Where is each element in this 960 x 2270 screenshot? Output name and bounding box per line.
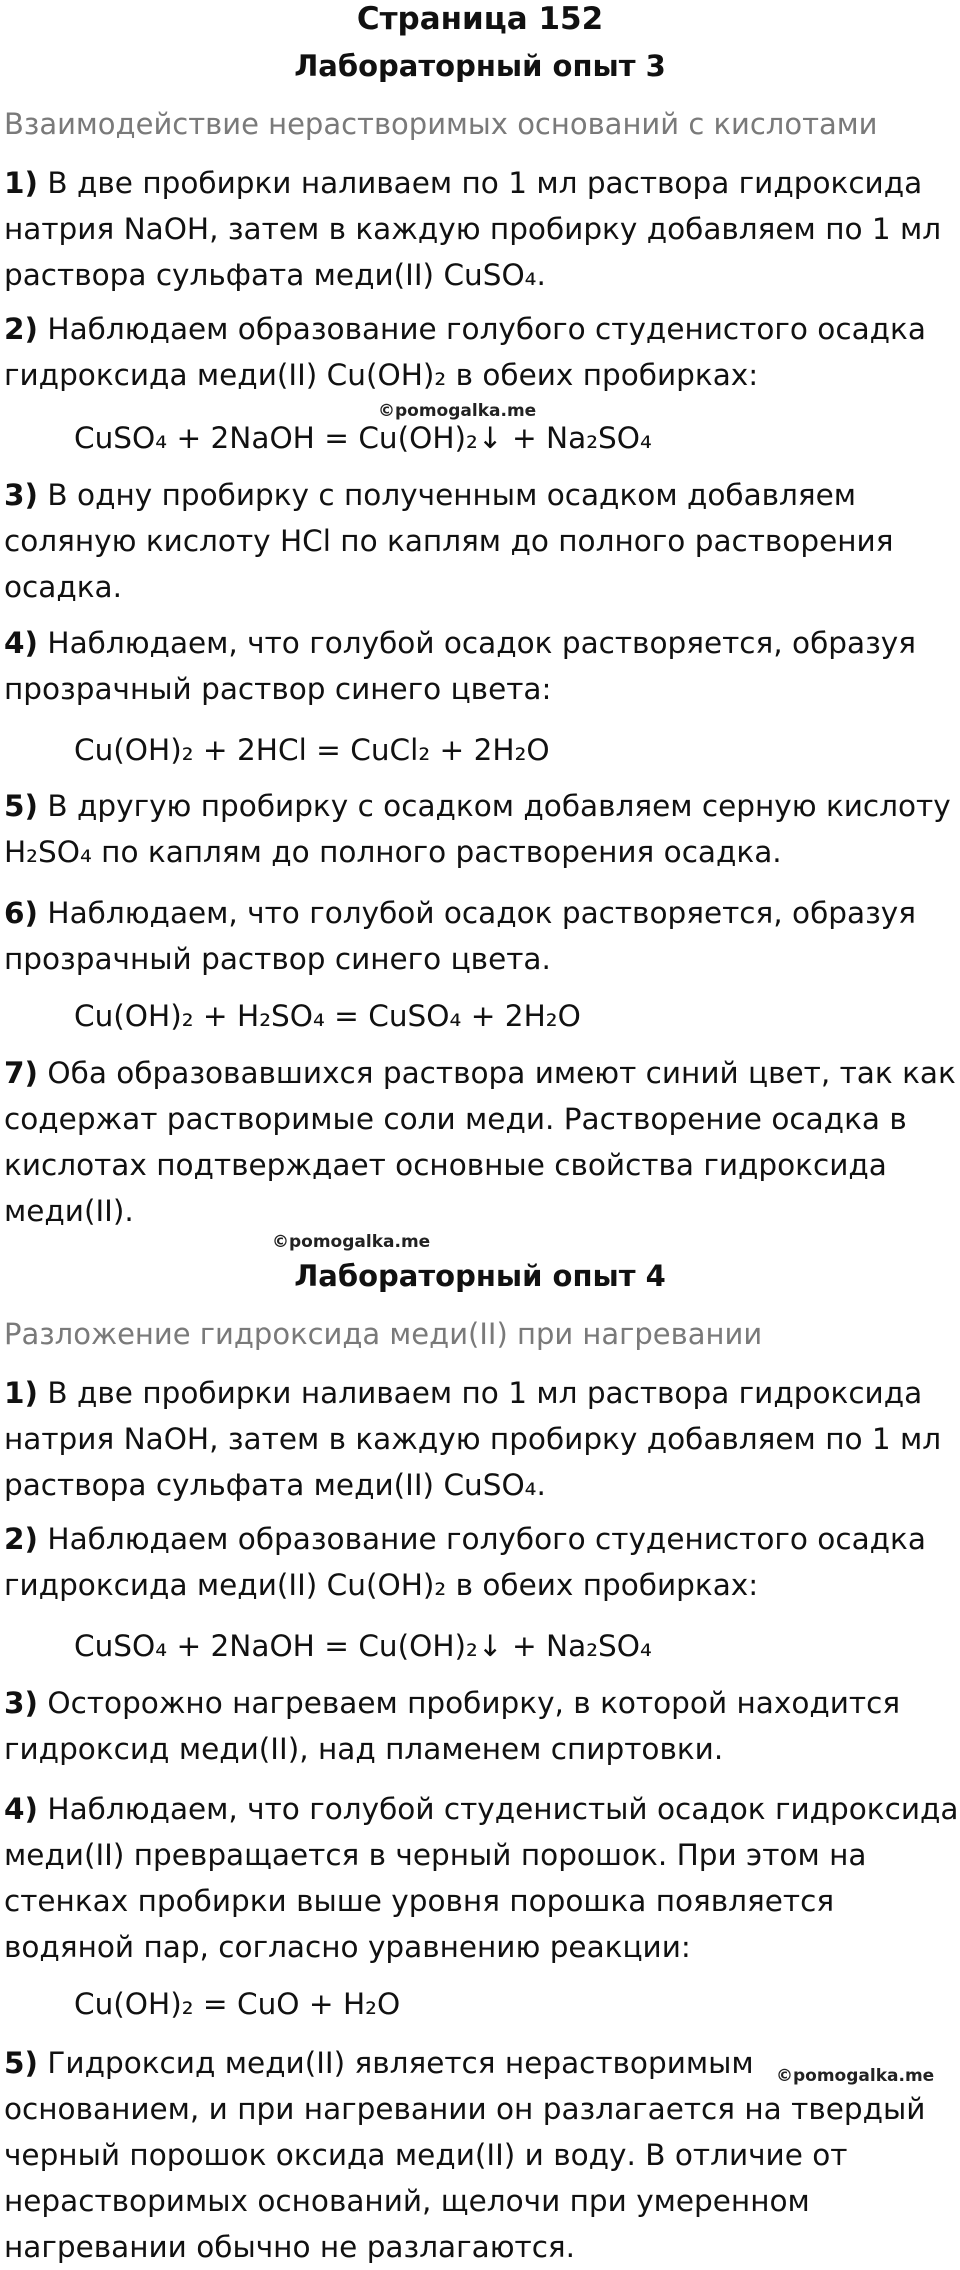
step-line: Осторожно нагреваем пробирку, в которой находится xyxy=(47,1686,901,1720)
step-line: Наблюдаем, что голубой студенистый осадок гидроксида xyxy=(47,1792,959,1826)
step-line: раствора сульфата меди(II) CuSO₄. xyxy=(4,1468,546,1502)
lab3-step-3 xyxy=(4,472,954,610)
step-line: гидроксид меди(II), над пламенем спиртовки. xyxy=(4,1732,724,1766)
step-line: В две пробирки наливаем по 1 мл раствора гидроксида xyxy=(47,1376,923,1410)
step-line: Наблюдаем, что голубой осадок растворяется, образуя xyxy=(47,626,916,660)
step-number: 7) xyxy=(4,1056,39,1090)
step-line: Наблюдаем образование голубого студенистого осадка xyxy=(47,1522,926,1556)
step-line: меди(II) превращается в черный порошок. При этом на xyxy=(4,1838,867,1872)
step-line: черный порошок оксида меди(II) и воду. В отличие от xyxy=(4,2138,848,2172)
step-line: содержат растворимые соли меди. Растворение осадка в xyxy=(4,1102,907,1136)
page-title: Страница 152 xyxy=(356,1,604,37)
step-line: Оба образовавшихся раствора имеют синий цвет, так как xyxy=(47,1056,956,1090)
step-number: 5) xyxy=(4,789,39,823)
lab3-equation-1: CuSO₄ + 2NaOH = Cu(OH)₂↓ + Na₂SO₄ xyxy=(74,421,652,455)
step-line: гидроксида меди(II) Cu(OH)₂ в обеих пробирках: xyxy=(4,1568,759,1602)
step-line: прозрачный раствор синего цвета. xyxy=(4,942,551,976)
step-number: 2) xyxy=(4,312,39,346)
step-line: меди(II). xyxy=(4,1194,134,1228)
step-line: Наблюдаем образование голубого студенистого осадка xyxy=(47,312,926,346)
step-line: Гидроксид меди(II) является нерастворимым xyxy=(47,2046,754,2080)
lab3-title: Лабораторный опыт 3 xyxy=(294,49,666,83)
lab4-equation-2: Cu(OH)₂ = CuO + H₂O xyxy=(74,1987,401,2021)
step-line: H₂SO₄ по каплям до полного растворения осадка. xyxy=(4,835,782,869)
step-line: В две пробирки наливаем по 1 мл раствора гидроксида xyxy=(47,166,923,200)
step-line: натрия NaOH, затем в каждую пробирку добавляем по 1 мл xyxy=(4,212,942,246)
lab3-step-6 xyxy=(4,890,954,982)
step-line: нагревании обычно не разлагаются. xyxy=(4,2230,576,2264)
step-number: 2) xyxy=(4,1522,39,1556)
step-number: 5) xyxy=(4,2046,39,2080)
lab3-step-7 xyxy=(4,1050,954,1234)
lab3-subtitle: Взаимодействие нерастворимых оснований с кислотами xyxy=(4,107,878,141)
lab4-step-3 xyxy=(4,1680,954,1772)
lab3-step-1 xyxy=(4,160,954,298)
lab3-equation-3: Cu(OH)₂ + H₂SO₄ = CuSO₄ + 2H₂O xyxy=(74,999,581,1033)
step-line: раствора сульфата меди(II) CuSO₄. xyxy=(4,258,546,292)
lab4-title: Лабораторный опыт 4 xyxy=(294,1259,666,1293)
watermark: ©pomogalka.me xyxy=(776,2066,935,2086)
step-line: В другую пробирку с осадком добавляем серную кислоту xyxy=(47,789,951,823)
step-line: Наблюдаем, что голубой осадок растворяется, образуя xyxy=(47,896,916,930)
step-line: соляную кислоту HCl по каплям до полного растворения xyxy=(4,524,894,558)
step-number: 3) xyxy=(4,478,39,512)
step-line: осадка. xyxy=(4,570,123,604)
lab4-step-5 xyxy=(4,2040,954,2270)
step-line: основанием, и при нагревании он разлагается на твердый xyxy=(4,2092,926,2126)
step-number: 3) xyxy=(4,1686,39,1720)
lab3-step-2 xyxy=(4,306,954,398)
lab3-step-5 xyxy=(4,783,954,875)
step-number: 1) xyxy=(4,166,39,200)
lab3-equation-2: Cu(OH)₂ + 2HCl = CuCl₂ + 2H₂O xyxy=(74,733,550,767)
step-number: 4) xyxy=(4,1792,39,1826)
watermark: ©pomogalka.me xyxy=(378,401,537,421)
lab3-step-4 xyxy=(4,620,954,712)
lab4-equation-1: CuSO₄ + 2NaOH = Cu(OH)₂↓ + Na₂SO₄ xyxy=(74,1629,652,1663)
step-number: 6) xyxy=(4,896,39,930)
lab4-step-4 xyxy=(4,1786,959,1970)
lab4-step-2 xyxy=(4,1516,954,1608)
step-line: гидроксида меди(II) Cu(OH)₂ в обеих пробирках: xyxy=(4,358,759,392)
step-line: кислотах подтверждает основные свойства гидроксида xyxy=(4,1148,887,1182)
step-number: 4) xyxy=(4,626,39,660)
lab4-subtitle: Разложение гидроксида меди(II) при нагревании xyxy=(4,1317,763,1351)
step-line: нерастворимых оснований, щелочи при умеренном xyxy=(4,2184,810,2218)
step-number: 1) xyxy=(4,1376,39,1410)
step-line: прозрачный раствор синего цвета: xyxy=(4,672,552,706)
watermark: ©pomogalka.me xyxy=(272,1232,431,1252)
lab4-step-1 xyxy=(4,1370,954,1508)
step-line: натрия NaOH, затем в каждую пробирку добавляем по 1 мл xyxy=(4,1422,942,1456)
step-line: В одну пробирку с полученным осадком добавляем xyxy=(47,478,857,512)
step-line: водяной пар, согласно уравнению реакции: xyxy=(4,1930,691,1964)
step-line: стенках пробирки выше уровня порошка появляется xyxy=(4,1884,835,1918)
